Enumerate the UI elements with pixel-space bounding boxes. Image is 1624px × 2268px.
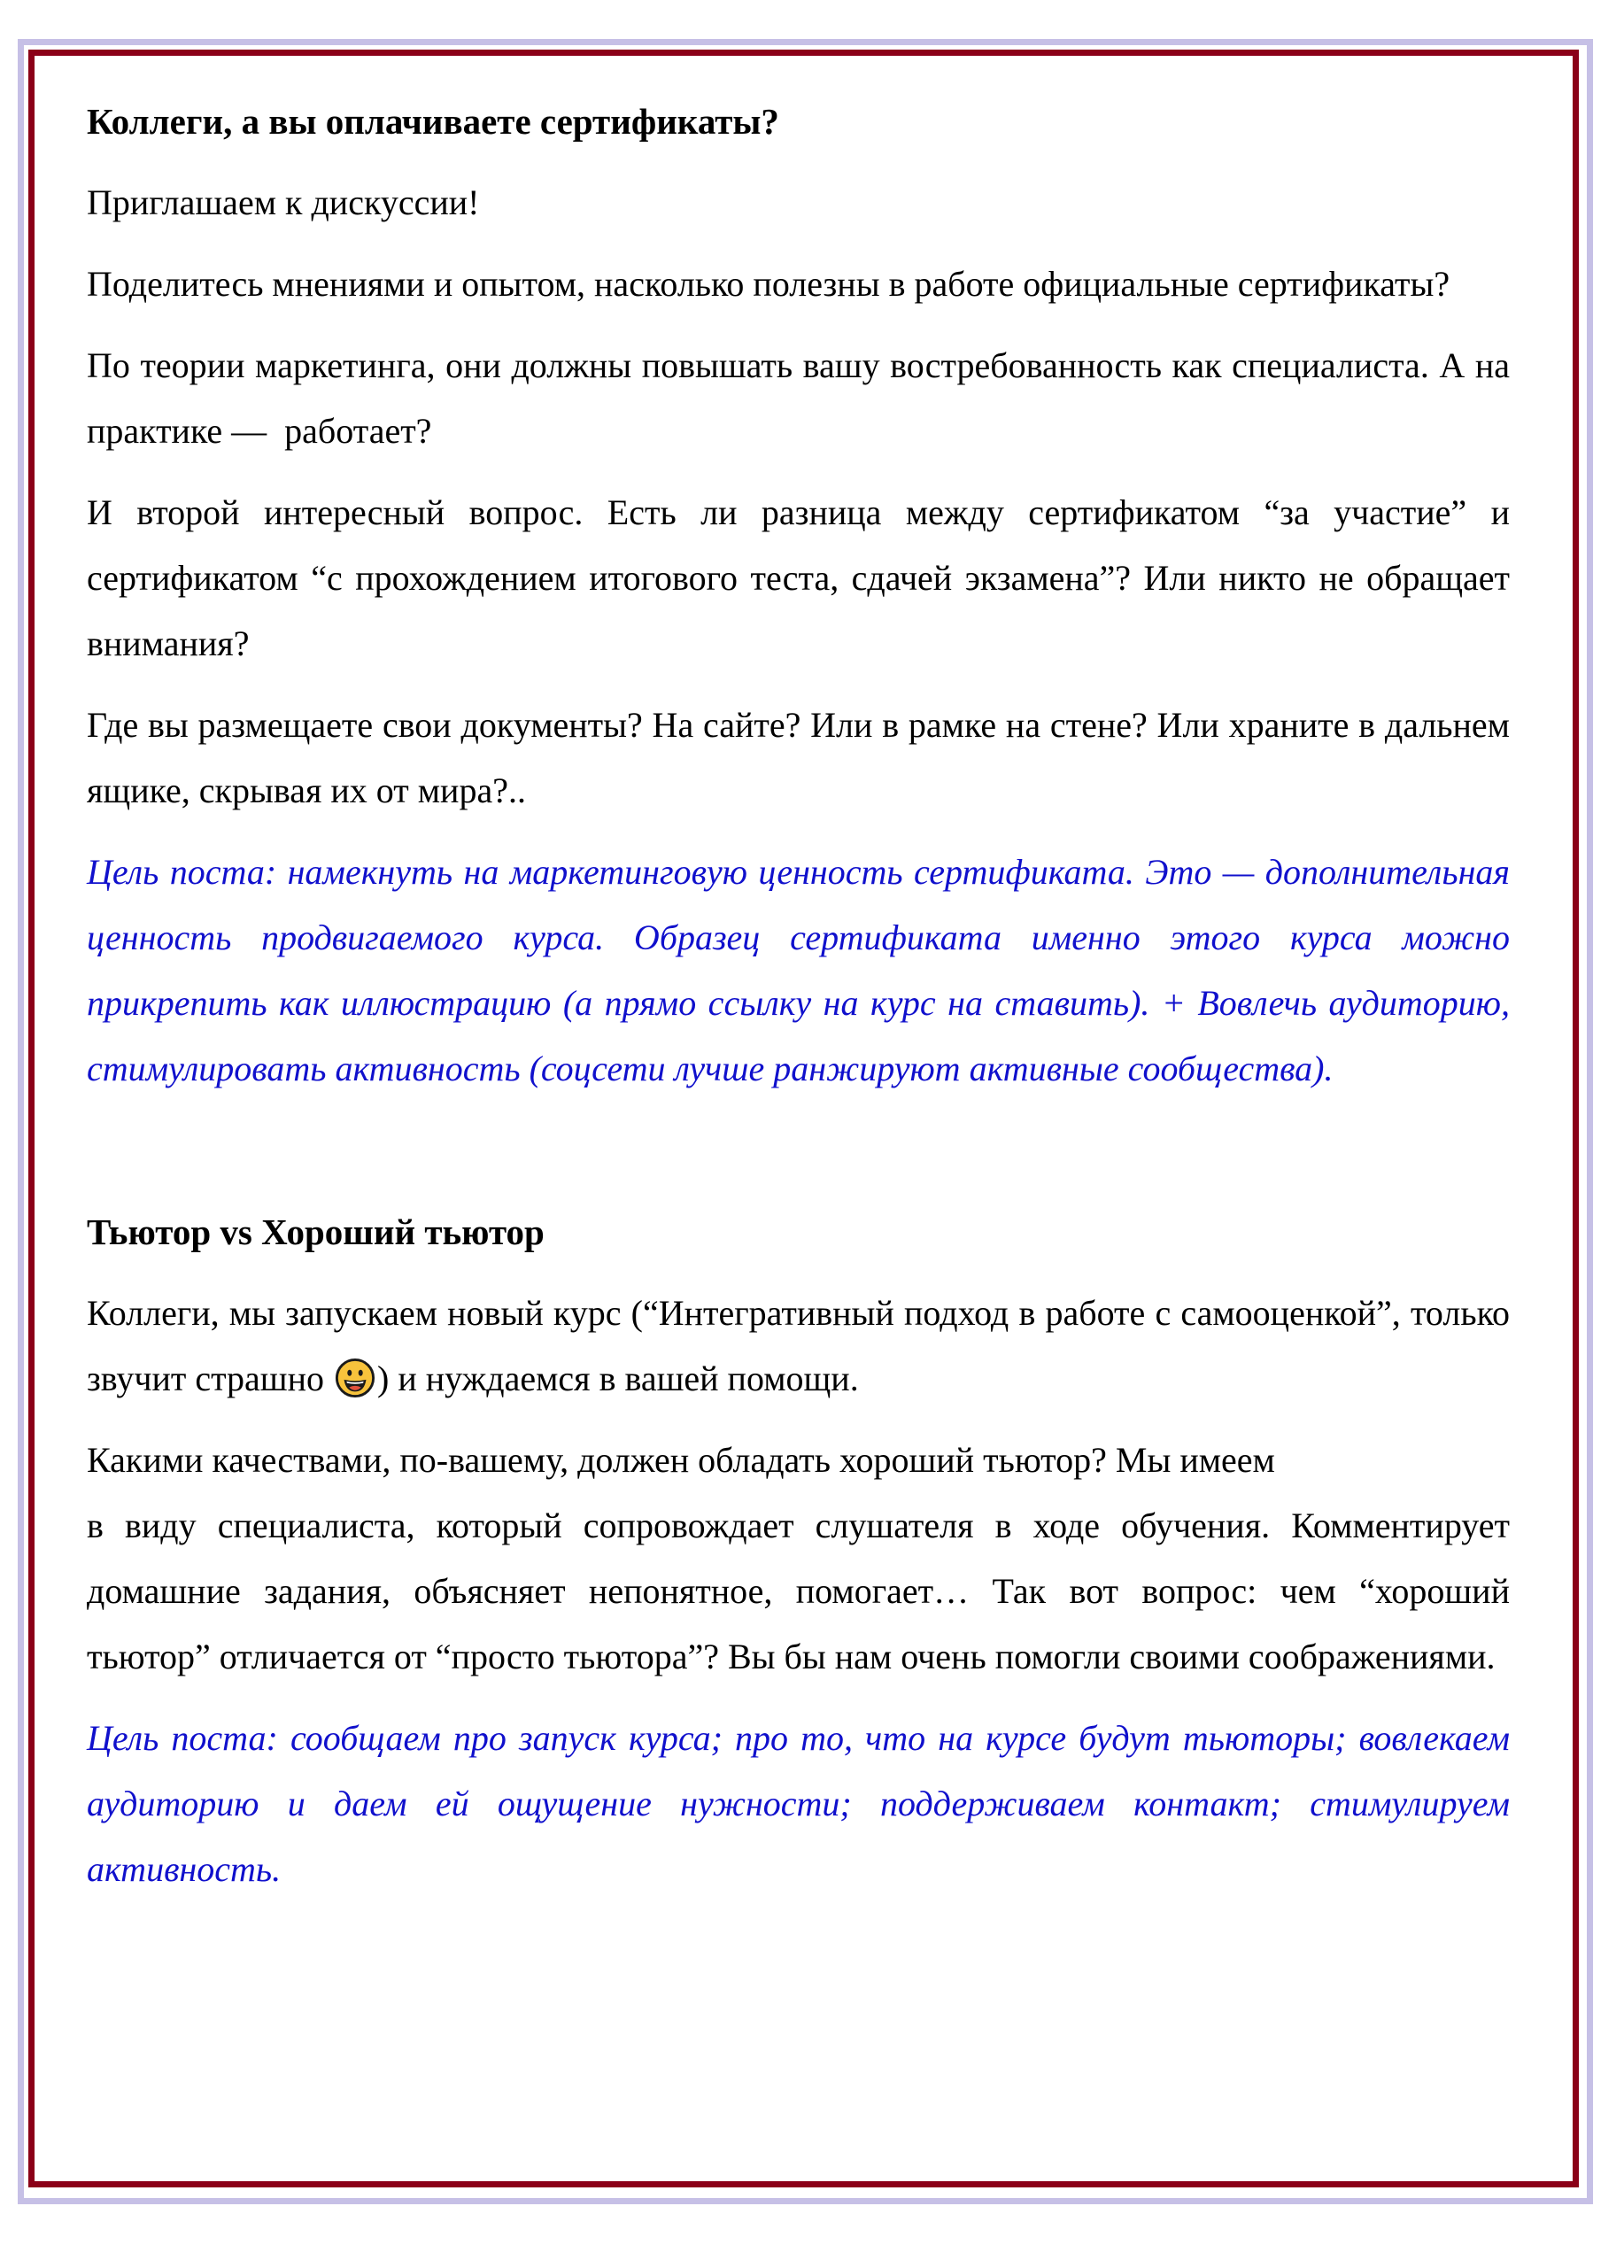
post1-paragraph: По теории маркетинга, они должны повышать вашу востребованность как специалиста. А на практике — работает?	[87, 345, 1519, 451]
post1-paragraph: Где вы размещаете свои документы? На сайте? Или в рамке на стене? Или храните в дальнем ящике, скрывая их от мира?..	[87, 705, 1510, 810]
post2-p2-line1: Какими качествами, по-вашему, должен обладать хороший тьютор? Мы имеем	[87, 1440, 1275, 1480]
post2-goal-note: Цель поста: сообщаем про запуск курса; про то, что на курсе будут тьюторы; вовлекаем аудиторию и даем ей ощущение нужности; поддерживаем контакт; стимулируем активность.	[87, 1718, 1510, 1889]
post2-p1-text: Коллеги, мы запускаем новый курс (“Интегративный подход в работе с самооценкой”, только звучит страшно	[87, 1293, 1510, 1398]
document-body	[87, 89, 1519, 1918]
grinning-face-emoji-icon	[335, 1358, 375, 1398]
post2-paragraph	[87, 1428, 1510, 1690]
post1-paragraph: Приглашаем к дискуссии!	[87, 182, 480, 222]
post2-title: Тьютор vs Хороший тьютор	[87, 1211, 545, 1252]
post1-paragraph: И второй интересный вопрос. Есть ли разница между сертификатом “за участие” и сертификатом “с прохождением итогового теста, сдачей экзамена”? Или никто не обращает внимания?	[87, 492, 1510, 663]
post1-paragraph: Поделитесь мнениями и опытом, насколько полезны в работе официальные сертификаты?	[87, 264, 1450, 304]
post2-p2-rest: в виду специалиста, который сопровождает слушателя в ходе обучения. Комментирует домашние задания, объясняет непонятное, помогает… Так вот вопрос: чем “хороший тьютор” отличается от “просто тьютора”? Вы бы нам очень помогли своими соображениями.	[87, 1506, 1510, 1676]
section-spacer	[87, 1118, 1510, 1199]
post2-p1-text-end: ) и нуждаемся в вашей помощи.	[377, 1358, 859, 1398]
post1-title: Коллеги, а вы оплачиваете сертификаты?	[87, 101, 779, 142]
post1-goal-note: Цель поста: намекнуть на маркетинговую ценность сертификата. Это — дополнительная ценность продвигаемого курса. Образец сертификата именно этого курса можно прикрепить как иллюстрацию (а прямо ссылку на курс на ставить). + Вовлечь аудиторию, стимулировать активность (соцсети лучше ранжируют активные сообщества).	[87, 852, 1510, 1088]
post-certificates	[87, 89, 1519, 1102]
post-tutor	[87, 1199, 1510, 1902]
post2-paragraph	[87, 1281, 1510, 1412]
